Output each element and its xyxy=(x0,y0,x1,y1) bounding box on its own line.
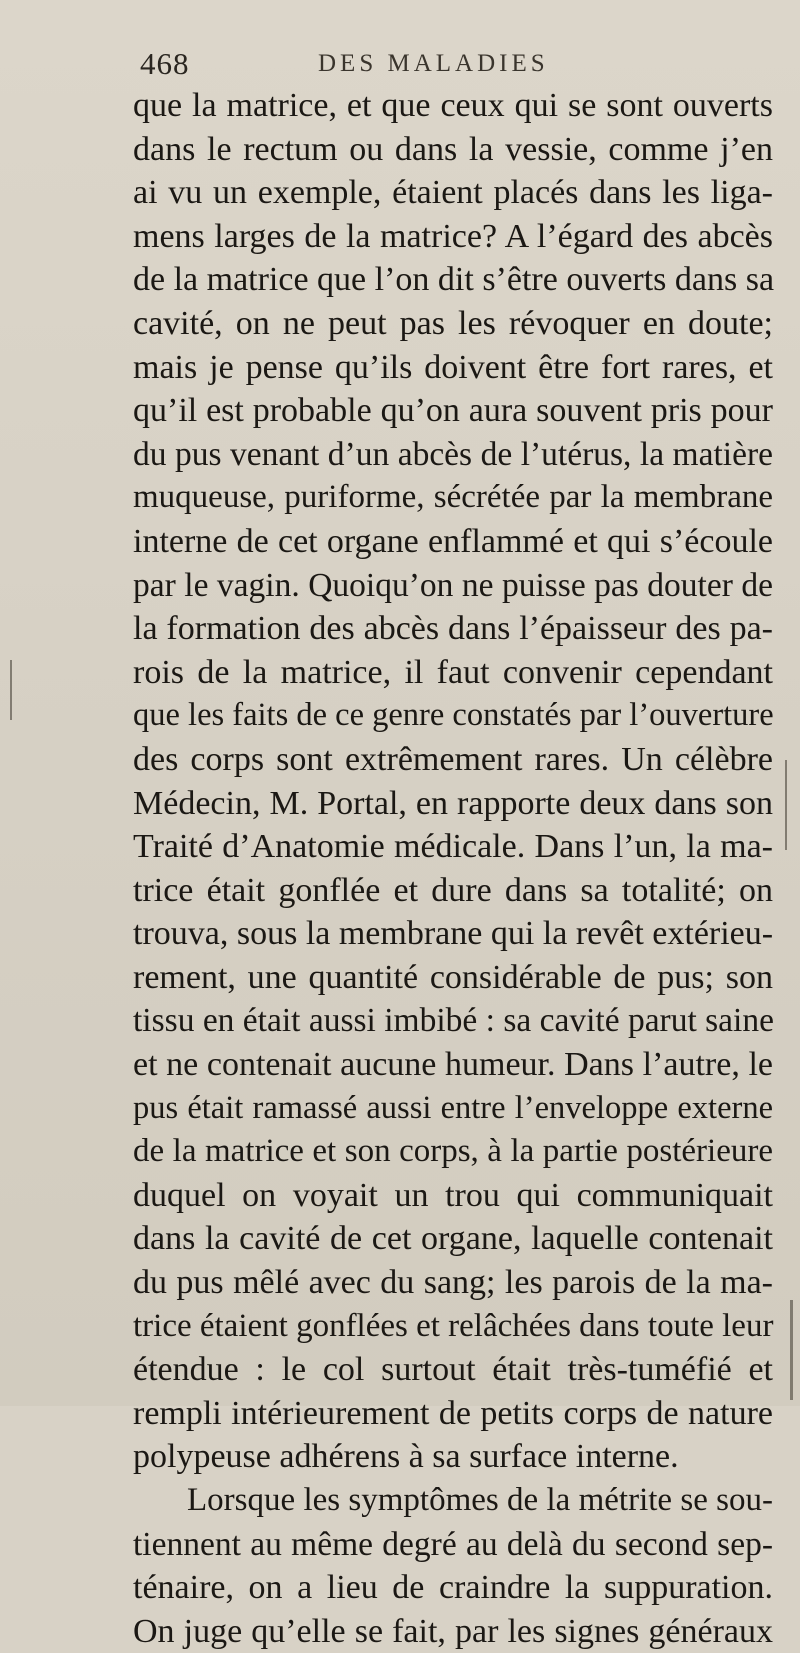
text-line: Médecin, M. Portal, en rapporte deux dans son xyxy=(133,784,773,822)
text-line: mens larges de la matrice? A l’égard des abcès xyxy=(133,217,773,255)
text-line: dans la cavité de cet organe, laquelle contenait xyxy=(133,1220,773,1258)
paragraph-start-line: Lorsque les symptômes de la métrite se sou- xyxy=(187,1482,773,1518)
text-line: pus était ramassé aussi entre l’enveloppe externe xyxy=(133,1089,773,1126)
text-line: trice était gonflée et dure dans sa totalité; on xyxy=(133,871,773,909)
text-line: rois de la matrice, il faut convenir cependant xyxy=(133,653,773,691)
page-edge-mark xyxy=(10,660,12,720)
text-line: des corps sont extrêmement rares. Un célèbre xyxy=(133,740,773,778)
text-line: que les faits de ce genre constatés par l’ouverture xyxy=(133,697,774,734)
text-line: trice étaient gonflées et relâchées dans toute leur xyxy=(133,1307,774,1344)
text-line: trouva, sous la membrane qui la revêt extérieu- xyxy=(133,915,774,953)
text-line: On juge qu’elle se fait, par les signes généraux xyxy=(133,1612,773,1650)
page-edge-mark xyxy=(785,760,787,850)
text-line: rement, une quantité considérable de pus; son xyxy=(133,958,773,996)
text-line: et ne contenait aucune humeur. Dans l’autre, le xyxy=(133,1046,773,1084)
text-line: qu’il est probable qu’on aura souvent pris pour xyxy=(133,392,773,430)
text-line: ténaire, on a lieu de craindre la suppuration. xyxy=(133,1569,773,1607)
text-line: de la matrice que l’on dit s’être ouverts dans sa xyxy=(133,261,775,299)
page-edge-mark xyxy=(790,1300,793,1400)
text-line: dans le rectum ou dans la vessie, comme j’en xyxy=(133,130,773,168)
text-line: de la matrice et son corps, à la partie postérieure xyxy=(133,1133,773,1170)
text-line: cavité, on ne peut pas les révoquer en doute; xyxy=(133,304,773,342)
text-line: par le vagin. Quoiqu’on ne puisse pas douter de xyxy=(133,566,773,604)
text-line: duquel on voyait un trou qui communiquait xyxy=(133,1176,773,1214)
text-line: ai vu un exemple, étaient placés dans les liga- xyxy=(133,174,773,212)
text-line: polypeuse adhérens à sa surface interne. xyxy=(133,1438,679,1476)
text-line: la formation des abcès dans l’épaisseur des pa- xyxy=(133,610,773,648)
text-line: tissu en était aussi imbibé : sa cavité parut saine xyxy=(133,1002,774,1040)
text-line: Traité d’Anatomie médicale. Dans l’un, la ma- xyxy=(133,828,773,866)
text-line: du pus mêlé avec du sang; les parois de la ma- xyxy=(133,1264,773,1302)
body-text xyxy=(133,84,773,1653)
text-line: interne de cet organe enflammé et qui s’écoule xyxy=(133,522,773,560)
text-line: du pus venant d’un abcès de l’utérus, la matière xyxy=(133,435,773,473)
text-line: rempli intérieurement de petits corps de nature xyxy=(133,1394,773,1432)
running-head: DES MALADIES xyxy=(318,50,549,77)
text-line: muqueuse, puriforme, sécrétée par la membrane xyxy=(133,479,773,516)
text-line: étendue : le col surtout était très-tuméfié et xyxy=(133,1351,773,1389)
page-number: 468 xyxy=(140,46,190,81)
text-line: tiennent au même degré au delà du second sep- xyxy=(133,1525,773,1563)
text-line: mais je pense qu’ils doivent être fort rares, et xyxy=(133,348,773,386)
text-line: que la matrice, et que ceux qui se sont ouverts xyxy=(133,87,773,124)
